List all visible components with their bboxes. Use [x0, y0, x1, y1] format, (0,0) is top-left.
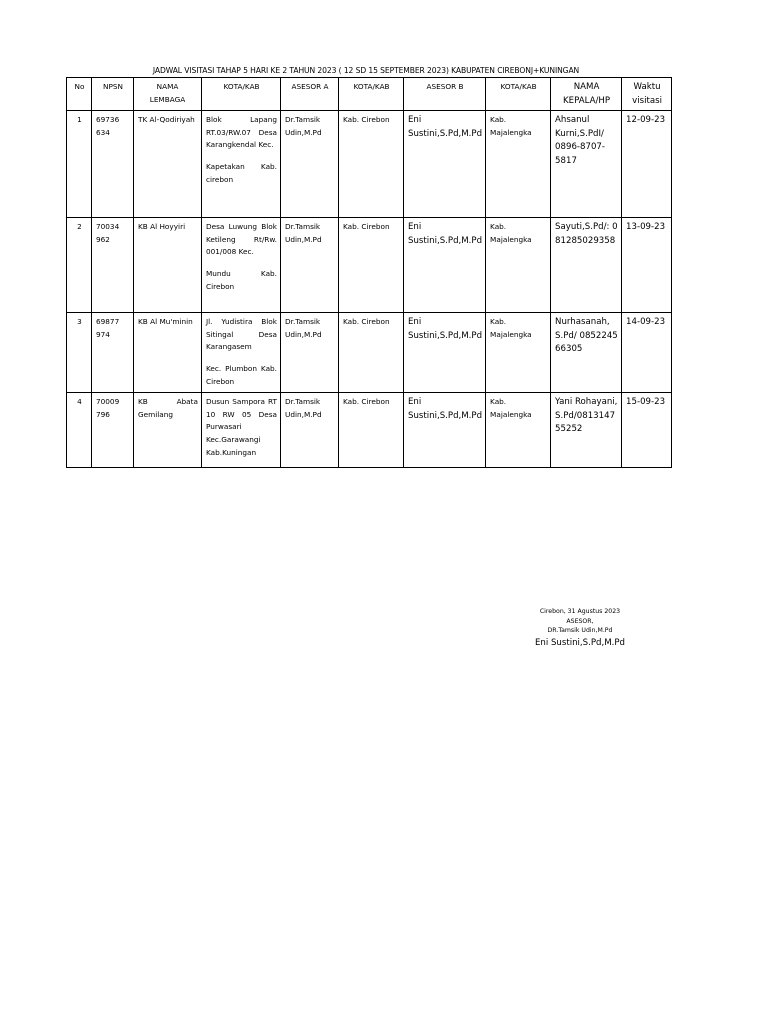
cell-alamat	[202, 218, 281, 313]
cell-npsn: 70034 962	[92, 218, 134, 313]
cell-asesor-b: Eni Sustini,S.Pd,M.Pd	[404, 393, 486, 468]
cell-asesor-a: Dr.Tamsik Udin,M.Pd	[281, 393, 339, 468]
cell-kepala: Ahsanul Kurni,S.PdI/ 0896-8707-5817	[551, 111, 622, 218]
alamat-kecamatan: Mundu Kab. Cirebon	[206, 268, 277, 291]
cell-lembaga: KB Al Mu'minin	[134, 313, 202, 393]
table-row	[67, 313, 672, 393]
signature-block	[500, 607, 660, 650]
cell-waktu: 13-09-23	[622, 218, 672, 313]
header-asesor-b: ASESOR B	[404, 78, 486, 111]
cell-asesor-a: Dr.Tamsik Udin,M.Pd	[281, 218, 339, 313]
signature-place-date: Cirebon, 31 Agustus 2023	[539, 608, 621, 615]
cell-kota-b: Kab. Majalengka	[486, 313, 551, 393]
header-kota-kab-b: KOTA/KAB	[486, 78, 551, 111]
header-no: No	[67, 78, 92, 111]
signature-role: ASESOR,	[566, 617, 594, 625]
cell-asesor-b: Eni Sustini,S.Pd,M.Pd	[404, 111, 486, 218]
cell-npsn: 70009 796	[92, 393, 134, 468]
signature-asesor-b: Eni Sustini,S.Pd,M.Pd	[534, 637, 626, 648]
cell-kota-b: Kab. Majalengka	[486, 218, 551, 313]
document-title: JADWAL VISITASI TAHAP 5 HARI KE 2 TAHUN 2023 ( 12 SD 15 SEPTEMBER 2023) KABUPATEN CIREBONJ+KUNINGAN	[152, 66, 580, 75]
cell-kota-a: Kab. Cirebon	[339, 218, 404, 313]
schedule-table	[66, 77, 672, 468]
cell-lembaga: KB Al Hoyyiri	[134, 218, 202, 313]
cell-asesor-a: Dr.Tamsik Udin,M.Pd	[281, 313, 339, 393]
cell-alamat	[202, 111, 281, 218]
cell-npsn: 69736 634	[92, 111, 134, 218]
cell-waktu: 12-09-23	[622, 111, 672, 218]
cell-kepala: Nurhasanah, S.Pd/ 085224566305	[551, 313, 622, 393]
alamat-kecamatan: Kapetakan Kab. cirebon	[206, 161, 277, 184]
cell-waktu: 15-09-23	[622, 393, 672, 468]
cell-alamat	[202, 393, 281, 468]
header-nama-lembaga: NAMA LEMBAGA	[134, 78, 202, 111]
cell-kota-b: Kab. Majalengka	[486, 111, 551, 218]
cell-kota-a: Kab. Cirebon	[339, 313, 404, 393]
cell-kota-a: Kab. Cirebon	[339, 393, 404, 468]
header-asesor-a: ASESOR A	[281, 78, 339, 111]
cell-no: 3	[67, 313, 92, 393]
table-row	[67, 111, 672, 218]
cell-no: 1	[67, 111, 92, 218]
table-row	[67, 218, 672, 313]
alamat-kecamatan: Kec. Plumbon Kab. Cirebon	[206, 363, 277, 386]
header-kota-kab-a: KOTA/KAB	[339, 78, 404, 111]
cell-kota-b: Kab. Majalengka	[486, 393, 551, 468]
cell-asesor-b: Eni Sustini,S.Pd,M.Pd	[404, 218, 486, 313]
alamat-line: Jl. Yudistira Blok Sitingal Desa Karangasem	[206, 317, 277, 352]
signature-asesor-a: DR.Tamsik Udin,M.Pd	[547, 627, 613, 635]
header-kota-kab: KOTA/KAB	[202, 78, 281, 111]
table-header-row	[67, 78, 672, 111]
cell-alamat	[202, 313, 281, 393]
cell-kepala: Sayuti,S.Pd/: 081285029358	[551, 218, 622, 313]
alamat-line: Blok Lapang RT.03/RW.07 Desa Karangkendal Kec.	[206, 115, 277, 150]
cell-no: 2	[67, 218, 92, 313]
cell-no: 4	[67, 393, 92, 468]
cell-lembaga: TK Al-Qodiriyah	[134, 111, 202, 218]
cell-kota-a: Kab. Cirebon	[339, 111, 404, 218]
cell-asesor-a: Dr.Tamsik Udin,M.Pd	[281, 111, 339, 218]
alamat-line: Desa Luwung Blok Ketileng Rt/Rw. 001/008 Kec.	[206, 222, 277, 257]
table-row	[67, 393, 672, 468]
alamat-line: Dusun Sampora RT 10 RW 05 Desa Purwasari Kec.Garawangi Kab.Kuningan	[206, 397, 277, 457]
header-nama-kepala: NAMA KEPALA/HP	[551, 78, 622, 111]
header-waktu-visitasi: Waktu visitasi	[622, 78, 672, 111]
cell-npsn: 69877 974	[92, 313, 134, 393]
header-npsn: NPSN	[92, 78, 134, 111]
cell-asesor-b: Eni Sustini,S.Pd,M.Pd	[404, 313, 486, 393]
cell-kepala: Yani Rohayani,S.Pd/081314755252	[551, 393, 622, 468]
cell-waktu: 14-09-23	[622, 313, 672, 393]
cell-lembaga: KB Abata Gemilang	[134, 393, 202, 468]
